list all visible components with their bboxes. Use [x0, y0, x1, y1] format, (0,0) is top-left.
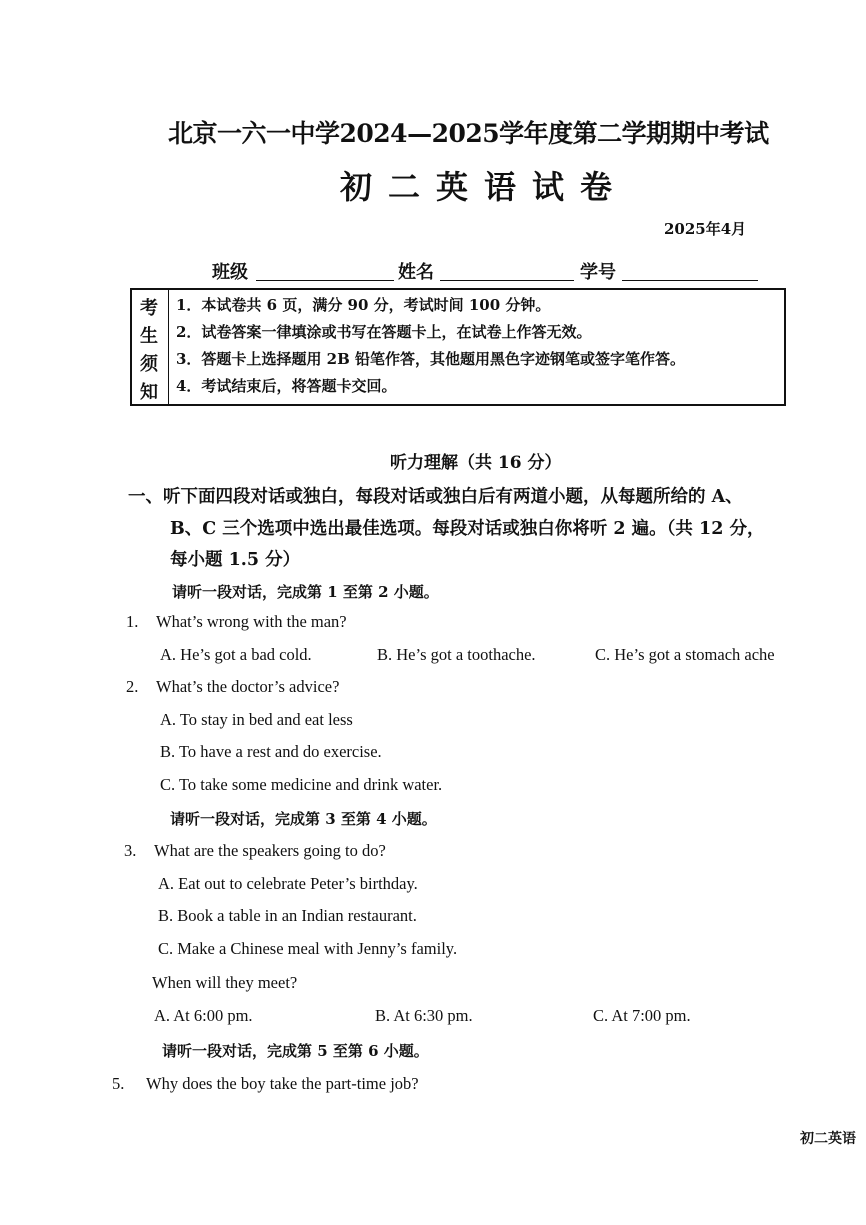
answer-option: A. Eat out to celebrate Peter’s birthday. — [158, 874, 418, 893]
answer-option: C. At 7:00 pm. — [593, 1006, 691, 1025]
class-label: 班级 — [212, 262, 248, 283]
group-instruction: 请听一段对话，完成第 1 至第 2 小题。 — [172, 583, 439, 601]
question-text: Why does the boy take the part-time job? — [146, 1074, 419, 1093]
question-number: 2. — [126, 677, 139, 696]
notice-label — [132, 290, 169, 404]
question-number: 5. — [112, 1074, 125, 1093]
page-footer: 初二英语 — [800, 1131, 856, 1147]
notice-item: 1．本试卷共 6 页，满分 90 分，考试时间 100 分钟。 — [176, 296, 551, 314]
class-field[interactable] — [256, 280, 394, 281]
answer-option: C. He’s got a stomach ache — [595, 645, 775, 664]
group-instruction: 请听一段对话，完成第 3 至第 4 小题。 — [170, 810, 437, 828]
question-text: What’s the doctor’s advice? — [156, 677, 340, 696]
section-title: 听力理解（共 16 分） — [390, 453, 562, 473]
answer-option: A. At 6:00 pm. — [154, 1006, 253, 1025]
notice-label-char: 须 — [140, 354, 158, 375]
section-instruction-line: 一、听下面四段对话或独白，每段对话或独白后有两道小题，从每题所给的 A、 — [128, 487, 743, 507]
group-instruction: 请听一段对话，完成第 5 至第 6 小题。 — [162, 1042, 429, 1060]
question-number: 1. — [126, 612, 139, 631]
answer-option: B. Book a table in an Indian restaurant. — [158, 906, 417, 925]
answer-option: B. At 6:30 pm. — [375, 1006, 473, 1025]
answer-option: A. He’s got a bad cold. — [160, 645, 312, 664]
exam-notice-box — [130, 288, 786, 406]
notice-item: 4．考试结束后，将答题卡交回。 — [176, 377, 397, 395]
answer-option: C. Make a Chinese meal with Jenny’s family. — [158, 939, 458, 958]
exam-date: 2025年4月 — [664, 220, 747, 238]
answer-option: B. To have a rest and do exercise. — [160, 742, 382, 761]
section-instruction-line: B、C 三个选项中选出最佳选项。每段对话或独白你将听 2 遍。（共 12 分， — [170, 519, 765, 539]
question-text: When will they meet? — [152, 973, 298, 992]
notice-label-char: 知 — [140, 382, 158, 403]
section-instruction-line: 每小题 1.5 分） — [170, 550, 301, 570]
name-label: 姓名 — [398, 262, 434, 283]
student-id-field[interactable] — [622, 280, 758, 281]
answer-option: B. He’s got a toothache. — [377, 645, 536, 664]
question-number: 3. — [124, 841, 137, 860]
notice-label-char: 生 — [140, 326, 158, 347]
school-exam-title: 北京一六一中学2024—2025学年度第二学期期中考试 — [168, 119, 769, 148]
student-id-label: 学号 — [580, 262, 616, 283]
answer-option: A. To stay in bed and eat less — [160, 710, 353, 729]
notice-item: 2．试卷答案一律填涂或书写在答题卡上，在试卷上作答无效。 — [176, 323, 592, 341]
answer-option: C. To take some medicine and drink water. — [160, 775, 443, 794]
notice-label-char: 考 — [140, 298, 158, 319]
exam-subject-title: 初二英语试卷 — [340, 168, 629, 206]
name-field[interactable] — [440, 280, 574, 281]
question-text: What’s wrong with the man? — [156, 612, 347, 631]
question-text: What are the speakers going to do? — [154, 841, 386, 860]
notice-item: 3．答题卡上选择题用 2B 铅笔作答，其他题用黑色字迹钢笔或签字笔作答。 — [176, 350, 685, 368]
